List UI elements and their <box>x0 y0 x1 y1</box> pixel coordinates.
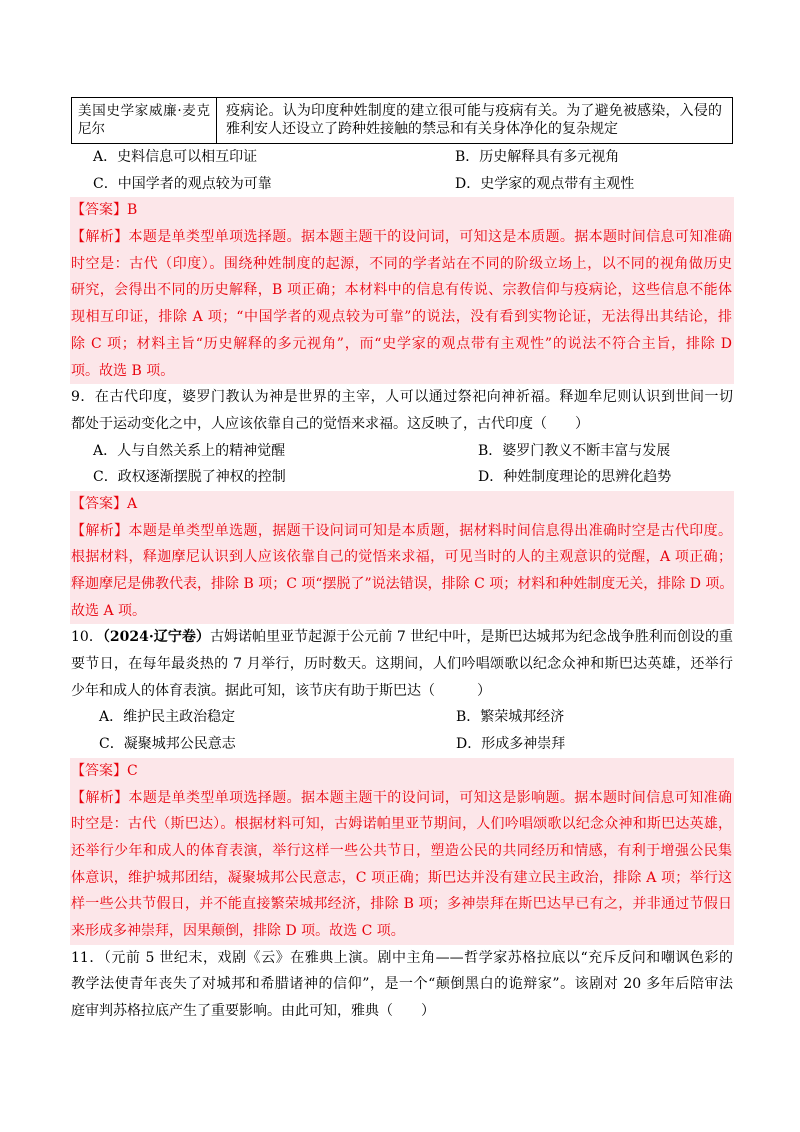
question-number: 10． <box>71 629 103 646</box>
analysis-line: 样一些公共节假日，并不能直接繁荣城邦经济，排除 B 项；多神崇拜在斯巴达早已有之，并非通过节假日 <box>71 896 732 913</box>
analysis-line: 时空是：古代（斯巴达）。根据材料可知，古姆诺帕里亚节期间，人们吟唱颂歌以纪念众神和斯巴达英雄， <box>71 816 732 833</box>
question-stem-line: 少年和成人的体育表演。据此可知，该节庆有助于斯巴达（ ） <box>71 682 491 699</box>
document-body <box>71 97 733 1025</box>
answer-explanation-box <box>70 491 734 624</box>
analysis-line: 释迦摩尼是佛教代表，排除 B 项；C 项“摆脱了”说法错误，排除 C 项；材料和种姓制度无关，排除 D 项。 <box>71 576 734 592</box>
answer-key: 【答案】A <box>71 495 138 512</box>
question-stem-line: 9．在古代印度，婆罗门教认为神是世界的主宰，人可以通过祭祀向神祈福。释迦牟尼则认识到世间一切 <box>71 389 733 406</box>
question-stem-line: 要节日，在每年最炎热的 7 月举行，历时数天。这期间，人们吟唱颂歌以纪念众神和斯巴达英雄，还举行 <box>71 656 733 673</box>
answer-explanation-box <box>70 758 734 945</box>
analysis-line: 【解析】本题是单类型单项选择题。据本题主题干的设问词，可知这是本质题。据本题时间信息可知准确 <box>71 229 732 246</box>
answer-key: 【答案】C <box>71 762 138 779</box>
options-row <box>71 171 733 198</box>
answer-explanation-box <box>70 197 734 384</box>
table-cell-text: 雅利安人还设立了跨种姓接触的禁忌和有关身体净化的复杂规定 <box>226 121 618 137</box>
options-row <box>71 144 733 171</box>
historian-viewpoint-table-row <box>71 97 733 144</box>
option-d: D．种姓制度理论的思辨化趋势 <box>478 469 672 486</box>
option-c: C．中国学者的观点较为可靠 <box>93 175 272 192</box>
analysis-line: 根据材料，释迦摩尼认识到人应该依靠自己的觉悟来求福，可见当时的人的主观意识的觉醒，A 项正确； <box>71 549 732 566</box>
question-9 <box>71 384 733 624</box>
question-stem-text: 古姆诺帕里亚节起源于公元前 7 世纪中叶，是斯巴达城邦为纪念战争胜利而创设的重 <box>209 629 733 646</box>
analysis-line: 还举行少年和成人的体育表演，举行这样一些公共节日，塑造公民的共同经历和情感，有利于增强公民集 <box>71 842 732 859</box>
analysis-line: 故选 A 项。 <box>71 602 147 619</box>
question-11 <box>71 945 733 1025</box>
analysis-line: 时空是：古代（印度）。围绕种姓制度的起源，不同的学者站在不同的阶级立场上，以不同的视角做历史 <box>71 255 732 272</box>
option-b: B．繁荣城邦经济 <box>456 709 565 726</box>
option-d: D．形成多神崇拜 <box>456 736 566 753</box>
question-8 <box>71 144 733 384</box>
options-row <box>71 438 733 465</box>
option-a: A．史料信息可以相互印证 <box>93 149 258 165</box>
question-stem-line <box>71 624 733 651</box>
option-d: D．史学家的观点带有主观性 <box>455 175 635 192</box>
question-source: （2024·辽宁卷） <box>102 629 210 646</box>
analysis-line: 【解析】本题是单类型单项选择题。据本题主题干的设问词，可知这是影响题。据本题时间信息可知准确 <box>71 789 732 806</box>
analysis-line: 现相互印证，排除 A 项；“中国学者的观点较为可靠”的说法，没有看到实物论证，无法得出其结论，排 <box>71 309 732 326</box>
table-cell-text: 尼尔 <box>78 121 105 137</box>
option-a: A．人与自然关系上的精神觉醒 <box>93 442 286 459</box>
option-a: A．维护民主政治稳定 <box>99 709 236 726</box>
analysis-line: 除 C 项；材料主旨“历史解释的多元视角”，而“史学家的观点带有主观性”的说法不符合主旨，排除 D <box>71 335 732 352</box>
table-cell-viewpoint <box>217 98 732 143</box>
question-stem-line: 都处于运动变化之中，人应该依靠自己的觉悟来求福。这反映了，古代印度（ ） <box>71 415 589 432</box>
answer-key: 【答案】B <box>71 202 138 219</box>
analysis-line: 【解析】本题是单类型单选题，据题干设问词可知是本质题，据材料时间信息得出准确时空是古代印度。 <box>71 522 732 539</box>
analysis-line: 项。故选 B 项。 <box>71 362 175 379</box>
table-cell-historian <box>72 98 217 143</box>
question-stem-line: 教学法使青年丧失了对城邦和希腊诸神的信仰”，是一个“颠倒黑白的诡辩家”。该剧对 20 多年后陪审法 <box>71 976 733 993</box>
option-b: B．婆罗门教义不断丰富与发展 <box>478 442 671 459</box>
option-b: B．历史解释具有多元视角 <box>455 149 620 165</box>
table-cell-text: 疫病论。认为印度种姓制度的建立很可能与疫病有关。为了避免被感染，入侵的 <box>226 103 722 119</box>
option-c: C．凝聚城邦公民意志 <box>99 736 236 753</box>
question-10 <box>71 624 733 944</box>
question-stem-line: 庭审判苏格拉底产生了重要影响。由此可知，雅典（ ） <box>71 1003 435 1019</box>
options-row <box>71 704 733 731</box>
option-c: C．政权逐渐摆脱了神权的控制 <box>93 469 286 486</box>
analysis-line: 体意识，维护城邦团结，凝聚城邦公民意志，C 项正确；斯巴达并没有建立民主政治，排除 A 项；举行这 <box>71 869 732 886</box>
options-row <box>71 731 733 758</box>
analysis-line: 研究，会得出不同的历史解释，B 项正确；本材料中的信息有传说、宗教信仰与疫病论，这些信息不能体 <box>71 282 732 299</box>
options-row <box>71 464 733 491</box>
analysis-line: 来形成多神崇拜，因果颠倒，排除 D 项。故选 C 项。 <box>71 922 405 939</box>
question-stem-line: 11．（元前 5 世纪末，戏剧《云》在雅典上演。剧中主角——哲学家苏格拉底以“充斥反问和嘲讽色彩的 <box>71 949 733 966</box>
table-cell-text: 美国史学家威廉·麦克 <box>78 103 210 119</box>
